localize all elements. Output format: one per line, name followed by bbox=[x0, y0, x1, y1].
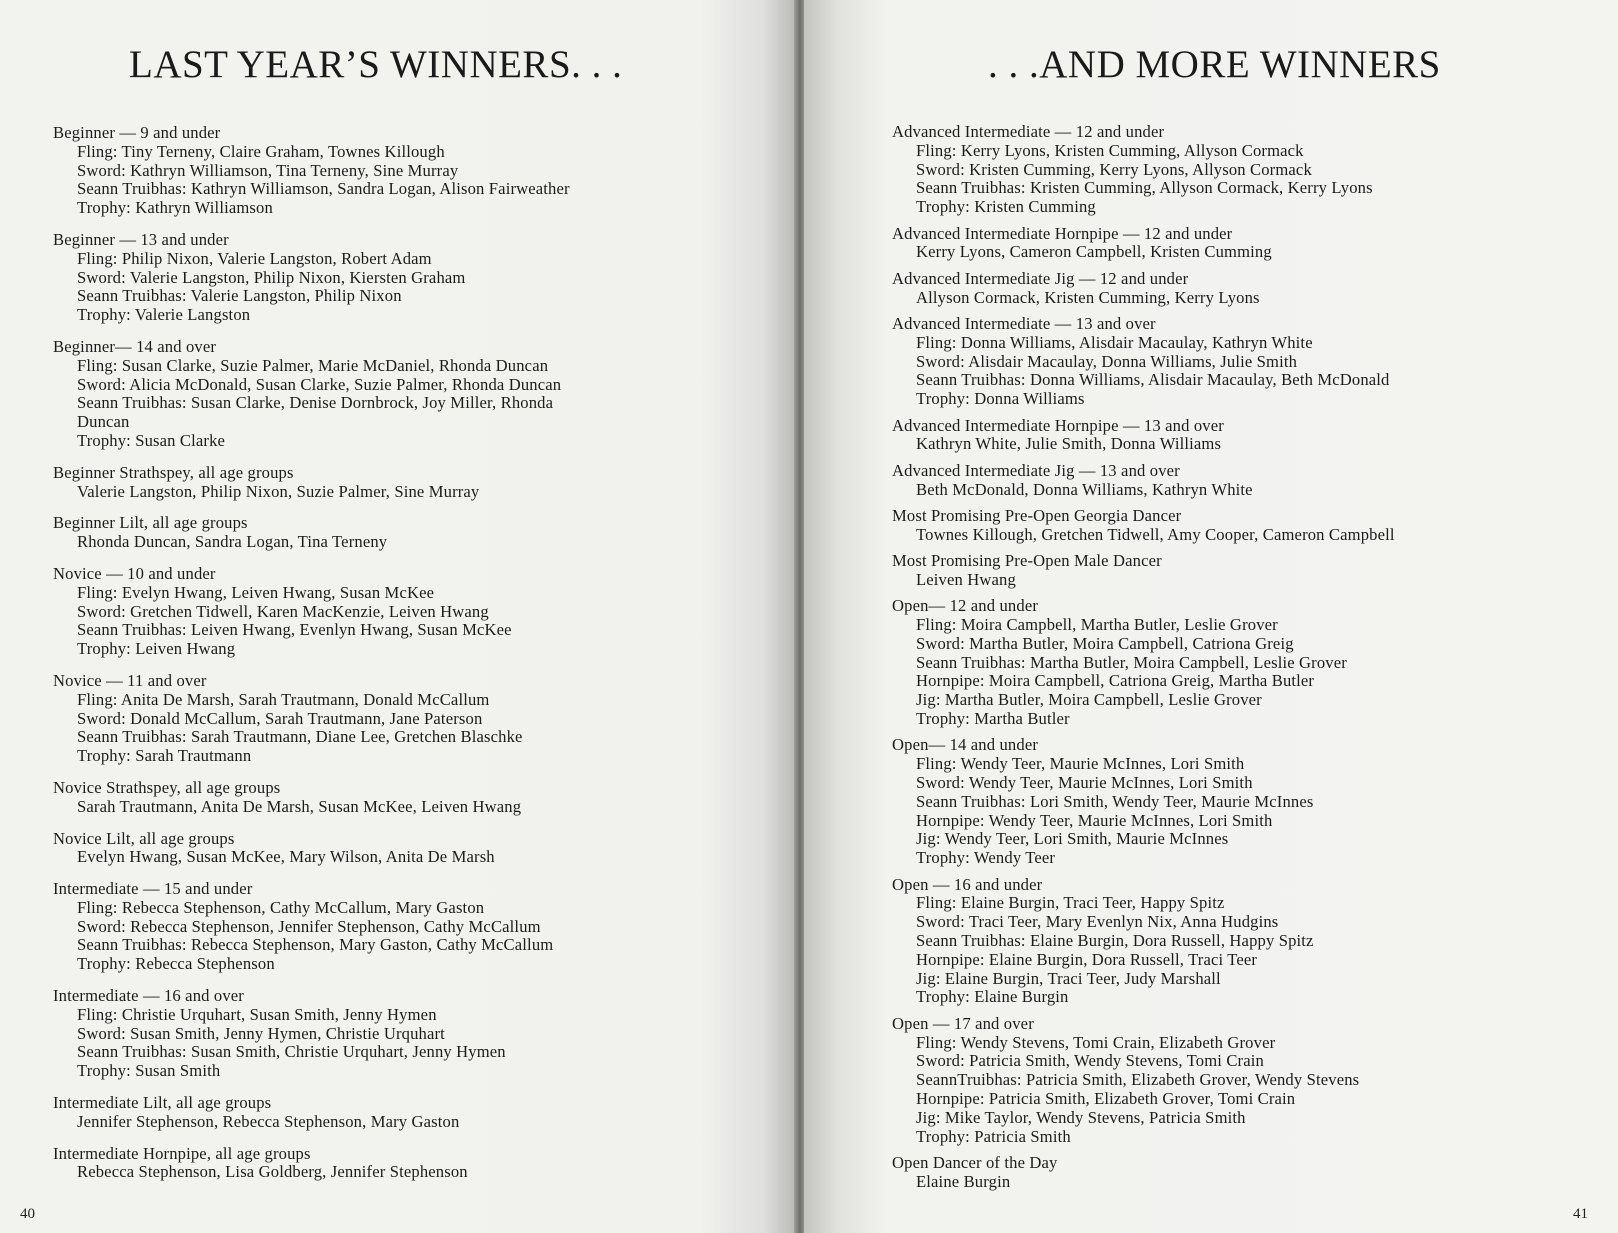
winner-entry: Sword: Kristen Cumming, Kerry Lyons, Allyson Cormack bbox=[916, 159, 1312, 179]
winners-section bbox=[892, 225, 1592, 263]
winner-entry: Sword: Alicia McDonald, Susan Clarke, Suzie Palmer, Rhonda Duncan bbox=[77, 374, 562, 394]
winner-entry: Sword: Rebecca Stephenson, Jennifer Stephenson, Cathy McCallum bbox=[77, 916, 541, 936]
winner-entry: Sword: Kathryn Williamson, Tina Terneny, Sine Murray bbox=[77, 160, 459, 180]
winner-entry: Hornpipe: Elaine Burgin, Dora Russell, Traci Teer bbox=[916, 949, 1258, 969]
winner-entry: Seann Truibhas: Kathryn Williamson, Sandra Logan, Alison Fairweather bbox=[77, 179, 570, 199]
winner-entry: Sword: Donald McCallum, Sarah Trautmann, Jane Paterson bbox=[77, 708, 483, 728]
winner-entry: Jig: Elaine Burgin, Traci Teer, Judy Marshall bbox=[916, 968, 1221, 988]
section-heading: Most Promising Pre-Open Male Dancer bbox=[892, 551, 1162, 571]
winner-entry: Sword: Gretchen Tidwell, Karen MacKenzie, Leiven Hwang bbox=[77, 601, 489, 621]
winner-entry: Seann Truibhas: Lori Smith, Wendy Teer, Maurie McInnes bbox=[916, 791, 1314, 811]
right-winners-list bbox=[892, 123, 1592, 1200]
winner-entry: Fling: Rebecca Stephenson, Cathy McCallum, Mary Gaston bbox=[77, 897, 485, 917]
winner-entry: Trophy: Leiven Hwang bbox=[77, 639, 236, 659]
winner-entry: Trophy: Elaine Burgin bbox=[916, 987, 1069, 1007]
winner-entry: Fling: Elaine Burgin, Traci Teer, Happy Spitz bbox=[916, 893, 1225, 913]
winner-entry: Seann Truibhas: Susan Smith, Christie Urquhart, Jenny Hymen bbox=[77, 1042, 506, 1062]
winners-section bbox=[53, 1145, 733, 1183]
winners-section bbox=[892, 315, 1592, 409]
winner-entry: Fling: Moira Campbell, Martha Butler, Leslie Grover bbox=[916, 615, 1278, 635]
section-heading: Novice — 11 and over bbox=[53, 670, 207, 690]
right-page-title: . . .AND MORE WINNERS bbox=[988, 43, 1441, 86]
section-heading: Intermediate — 16 and over bbox=[53, 986, 244, 1006]
winner-entry: Seann Truibhas: Susan Clarke, Denise Dornbrock, Joy Miller, Rhonda bbox=[77, 393, 554, 413]
section-heading: Open— 14 and under bbox=[892, 735, 1039, 755]
section-heading: Intermediate Hornpipe, all age groups bbox=[53, 1143, 311, 1163]
winner-entry: Valerie Langston, Philip Nixon, Suzie Palmer, Sine Murray bbox=[77, 481, 480, 501]
winners-section bbox=[53, 672, 733, 766]
winner-entry: Hornpipe: Wendy Teer, Maurie McInnes, Lori Smith bbox=[916, 810, 1273, 830]
winner-entry: SeannTruibhas: Patricia Smith, Elizabeth Grover, Wendy Stevens bbox=[916, 1070, 1360, 1090]
winner-entry: Fling: Evelyn Hwang, Leiven Hwang, Susan McKee bbox=[77, 582, 435, 602]
winner-entry: Fling: Tiny Terneny, Claire Graham, Townes Killough bbox=[77, 141, 445, 161]
winner-entry: Fling: Wendy Teer, Maurie McInnes, Lori Smith bbox=[916, 754, 1245, 774]
winners-section bbox=[53, 987, 733, 1081]
winner-entry: Jennifer Stephenson, Rebecca Stephenson, Mary Gaston bbox=[77, 1111, 460, 1131]
winner-entry: Trophy: Patricia Smith bbox=[916, 1126, 1071, 1146]
winner-entry: Seann Truibhas: Martha Butler, Moira Campbell, Leslie Grover bbox=[916, 652, 1347, 672]
section-heading: Beginner Strathspey, all age groups bbox=[53, 462, 294, 482]
winners-section bbox=[53, 830, 733, 868]
winner-entry: Trophy: Sarah Trautmann bbox=[77, 746, 252, 766]
winner-entry: Trophy: Susan Smith bbox=[77, 1061, 221, 1081]
winners-section bbox=[53, 880, 733, 974]
winner-entry: Trophy: Kathryn Williamson bbox=[77, 198, 273, 218]
winner-entry: Hornpipe: Moira Campbell, Catriona Greig, Martha Butler bbox=[916, 671, 1315, 691]
winners-section bbox=[53, 124, 733, 218]
winner-entry: Fling: Susan Clarke, Suzie Palmer, Marie McDaniel, Rhonda Duncan bbox=[77, 355, 549, 375]
winner-entry: Beth McDonald, Donna Williams, Kathryn White bbox=[916, 479, 1253, 499]
winners-section bbox=[53, 514, 733, 552]
winner-entry: Sword: Traci Teer, Mary Evenlyn Nix, Anna Hudgins bbox=[916, 912, 1279, 932]
winner-entry: Jig: Wendy Teer, Lori Smith, Maurie McInnes bbox=[916, 829, 1229, 849]
winner-entry: Jig: Mike Taylor, Wendy Stevens, Patricia Smith bbox=[916, 1107, 1246, 1127]
winner-entry: Trophy: Donna Williams bbox=[916, 389, 1085, 409]
winner-entry: Trophy: Valerie Langston bbox=[77, 305, 251, 325]
winner-entry: Hornpipe: Patricia Smith, Elizabeth Grover, Tomi Crain bbox=[916, 1088, 1296, 1108]
winner-entry: Sarah Trautmann, Anita De Marsh, Susan McKee, Leiven Hwang bbox=[77, 796, 522, 816]
section-heading: Open — 17 and over bbox=[892, 1013, 1034, 1033]
winner-entry: Seann Truibhas: Valerie Langston, Philip Nixon bbox=[77, 286, 402, 306]
left-page-number: 40 bbox=[20, 1206, 35, 1222]
winner-entry: Trophy: Martha Butler bbox=[916, 709, 1070, 729]
winner-entry: Fling: Wendy Stevens, Tomi Crain, Elizabeth Grover bbox=[916, 1032, 1276, 1052]
section-heading: Beginner Lilt, all age groups bbox=[53, 513, 248, 533]
winner-entry: Kerry Lyons, Cameron Campbell, Kristen Cumming bbox=[916, 242, 1272, 262]
winner-entry: Sword: Wendy Teer, Maurie McInnes, Lori Smith bbox=[916, 773, 1253, 793]
section-heading: Novice Lilt, all age groups bbox=[53, 828, 235, 848]
winners-section bbox=[892, 876, 1592, 1008]
section-heading: Advanced Intermediate — 13 and over bbox=[892, 313, 1156, 333]
winners-section bbox=[892, 462, 1592, 500]
winner-entry: Evelyn Hwang, Susan McKee, Mary Wilson, Anita De Marsh bbox=[77, 847, 495, 867]
winner-entry: Seann Truibhas: Rebecca Stephenson, Mary Gaston, Cathy McCallum bbox=[77, 935, 554, 955]
section-heading: Advanced Intermediate Hornpipe — 13 and over bbox=[892, 415, 1224, 435]
section-heading: Novice Strathspey, all age groups bbox=[53, 777, 281, 797]
section-heading: Beginner — 9 and under bbox=[53, 123, 221, 142]
section-heading: Beginner— 14 and over bbox=[53, 336, 217, 356]
winner-entry: Trophy: Kristen Cumming bbox=[916, 197, 1096, 217]
section-heading: Beginner — 13 and under bbox=[53, 229, 229, 249]
winners-section bbox=[892, 417, 1592, 455]
winners-section bbox=[892, 1154, 1592, 1192]
right-page bbox=[804, 0, 1618, 1233]
winner-entry: Fling: Anita De Marsh, Sarah Trautmann, Donald McCallum bbox=[77, 689, 490, 709]
winner-entry: Elaine Burgin bbox=[916, 1172, 1011, 1192]
winner-entry: Sword: Patricia Smith, Wendy Stevens, Tomi Crain bbox=[916, 1051, 1264, 1071]
winner-entry: Trophy: Wendy Teer bbox=[916, 848, 1056, 868]
winners-section bbox=[53, 1094, 733, 1132]
winner-entry: Seann Truibhas: Kristen Cumming, Allyson Cormack, Kerry Lyons bbox=[916, 178, 1373, 198]
winner-entry: Sword: Martha Butler, Moira Campbell, Catriona Greig bbox=[916, 633, 1294, 653]
left-page-title: LAST YEAR’S WINNERS. . . bbox=[129, 43, 623, 86]
winner-entry: Fling: Donna Williams, Alisdair Macaulay, Kathryn White bbox=[916, 332, 1313, 352]
winners-section bbox=[53, 231, 733, 325]
winner-entry: Sword: Alisdair Macaulay, Donna Williams, Julie Smith bbox=[916, 351, 1298, 371]
winner-entry: Trophy: Rebecca Stephenson bbox=[77, 954, 275, 974]
winners-section bbox=[892, 597, 1592, 729]
section-heading: Novice — 10 and under bbox=[53, 563, 216, 583]
winner-entry: Allyson Cormack, Kristen Cumming, Kerry Lyons bbox=[916, 287, 1260, 307]
left-winners-list bbox=[53, 124, 733, 1195]
winners-section bbox=[53, 464, 733, 502]
section-heading: Advanced Intermediate Jig — 12 and under bbox=[892, 268, 1189, 288]
winners-section bbox=[53, 338, 733, 451]
section-heading: Most Promising Pre-Open Georgia Dancer bbox=[892, 505, 1182, 525]
winners-section bbox=[892, 552, 1592, 590]
right-page-number: 41 bbox=[1573, 1206, 1588, 1222]
section-heading: Open — 16 and under bbox=[892, 874, 1043, 894]
winner-entry: Fling: Kerry Lyons, Kristen Cumming, Allyson Cormack bbox=[916, 140, 1304, 160]
winners-section bbox=[53, 779, 733, 817]
winners-section bbox=[892, 1015, 1592, 1147]
winner-entry: Trophy: Susan Clarke bbox=[77, 430, 226, 450]
winners-section bbox=[892, 736, 1592, 868]
winner-entry: Sword: Valerie Langston, Philip Nixon, Kiersten Graham bbox=[77, 267, 466, 287]
winners-section bbox=[892, 123, 1592, 217]
section-heading: Advanced Intermediate Hornpipe — 12 and under bbox=[892, 223, 1233, 243]
winner-entry: Rhonda Duncan, Sandra Logan, Tina Terneny bbox=[77, 532, 388, 552]
winner-entry: Rebecca Stephenson, Lisa Goldberg, Jennifer Stephenson bbox=[77, 1162, 468, 1182]
winner-entry: Seann Truibhas: Donna Williams, Alisdair Macaulay, Beth McDonald bbox=[916, 370, 1390, 390]
section-heading: Open— 12 and under bbox=[892, 596, 1039, 616]
section-heading: Advanced Intermediate — 12 and under bbox=[892, 122, 1165, 141]
winner-entry: Seann Truibhas: Leiven Hwang, Evenlyn Hwang, Susan McKee bbox=[77, 620, 512, 640]
winner-entry: Seann Truibhas: Elaine Burgin, Dora Russell, Happy Spitz bbox=[916, 931, 1314, 951]
winners-section bbox=[892, 270, 1592, 308]
left-page bbox=[0, 0, 796, 1233]
winner-entry: Townes Killough, Gretchen Tidwell, Amy Cooper, Cameron Campbell bbox=[916, 524, 1395, 544]
winner-entry: Sword: Susan Smith, Jenny Hymen, Christie Urquhart bbox=[77, 1023, 445, 1043]
winner-entry: Jig: Martha Butler, Moira Campbell, Leslie Grover bbox=[916, 690, 1262, 710]
section-heading: Advanced Intermediate Jig — 13 and over bbox=[892, 460, 1180, 480]
winner-entry: Duncan bbox=[77, 412, 130, 432]
winner-entry: Seann Truibhas: Sarah Trautmann, Diane Lee, Gretchen Blaschke bbox=[77, 727, 523, 747]
section-heading: Intermediate Lilt, all age groups bbox=[53, 1093, 272, 1113]
section-heading: Intermediate — 15 and under bbox=[53, 879, 253, 899]
winners-section bbox=[53, 565, 733, 659]
winners-section bbox=[892, 507, 1592, 545]
winner-entry: Fling: Christie Urquhart, Susan Smith, Jenny Hymen bbox=[77, 1004, 437, 1024]
winner-entry: Kathryn White, Julie Smith, Donna Williams bbox=[916, 434, 1222, 454]
winner-entry: Leiven Hwang bbox=[916, 569, 1016, 589]
section-heading: Open Dancer of the Day bbox=[892, 1153, 1058, 1173]
winner-entry: Fling: Philip Nixon, Valerie Langston, Robert Adam bbox=[77, 248, 432, 268]
